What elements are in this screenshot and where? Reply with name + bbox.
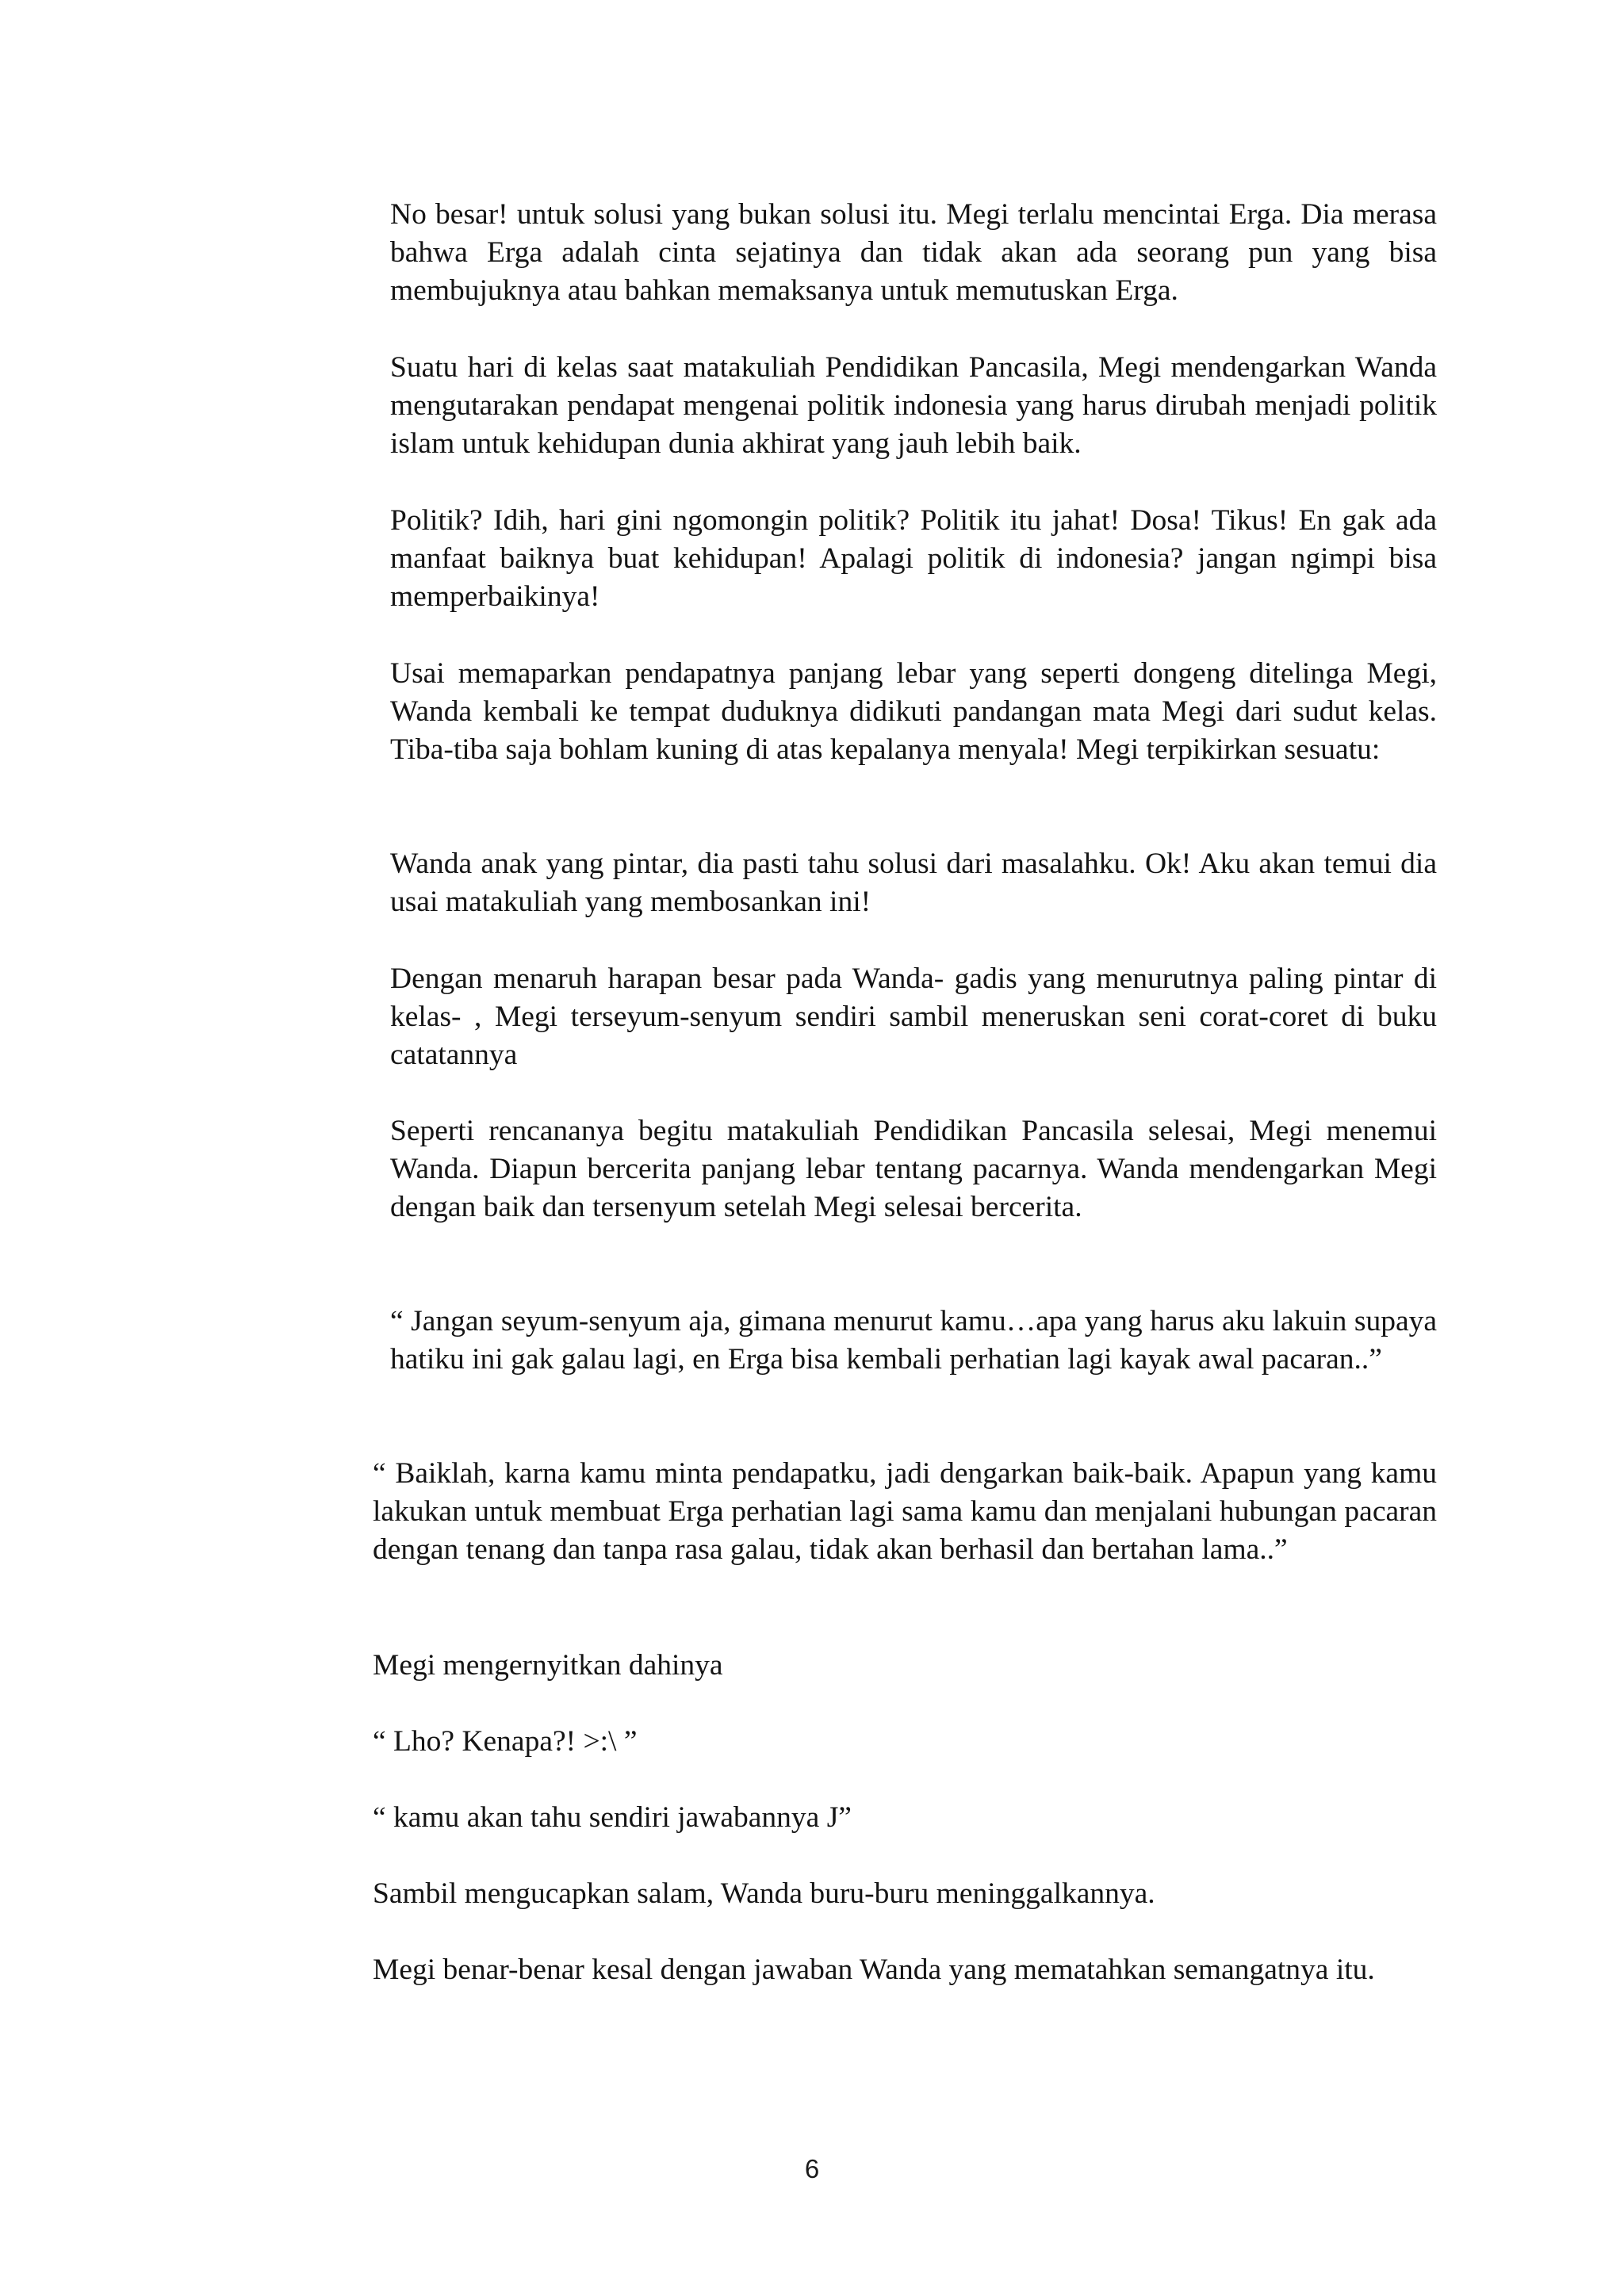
paragraph-sambil-mengucapkan: Sambil mengucapkan salam, Wanda buru-buru meninggalkannya. xyxy=(373,1877,1155,1910)
paragraph-megi-benar-benar: Megi benar-benar kesal dengan jawaban Wanda yang mematahkan semangatnya itu. xyxy=(373,1954,1375,1986)
page-number: 6 xyxy=(804,2154,820,2183)
paragraph-dengan-menaruh: Dengan menaruh harapan besar pada Wanda- gadis yang menurutnya paling pintar di kelas- , Megi terseyum-senyum sendiri sambil meneruskan seni corat-coret di buku catatannya xyxy=(390,962,1437,1071)
paragraph-seperti-rencananya: Seperti rencananya begitu matakuliah Pendidikan Pancasila selesai, Megi menemui Wanda. Diapun bercerita panjang lebar tentang pacarnya. Wanda mendengarkan Megi dengan baik dan tersenyum setelah Megi selesai bercerita. xyxy=(390,1115,1437,1223)
paragraph-megi-mengernyitkan: Megi mengernyitkan dahinya xyxy=(373,1649,723,1682)
paragraph-kamu-akan-tahu: “ kamu akan tahu sendiri jawabannya J” xyxy=(373,1801,852,1834)
paragraph-lho-kenapa: “ Lho? Kenapa?! >:\ ” xyxy=(373,1725,638,1758)
paragraph-suatu-hari: Suatu hari di kelas saat matakuliah Pendidikan Pancasila, Megi mendengarkan Wanda mengutarakan pendapat mengenai politik indonesia yang harus dirubah menjadi politik islam untuk kehidupan dunia akhirat yang jauh lebih baik. xyxy=(390,351,1437,460)
paragraph-usai-memaparkan: Usai memaparkan pendapatnya panjang lebar yang seperti dongeng ditelinga Megi, Wanda kembali ke tempat duduknya didikuti pandangan mata Megi dari sudut kelas. Tiba-tiba saja bohlam kuning di atas kepalanya menyala! Megi terpikirkan sesuatu: xyxy=(390,657,1437,766)
paragraph-politik: Politik? Idih, hari gini ngomongin politik? Politik itu jahat! Dosa! Tikus! En gak ada manfaat baiknya buat kehidupan! Apalagi politik di indonesia? jangan ngimpi bisa memperbaikinya! xyxy=(390,504,1437,613)
paragraph-no-besar: No besar! untuk solusi yang bukan solusi itu. Megi terlalu mencintai Erga. Dia merasa bahwa Erga adalah cinta sejatinya dan tidak akan ada seorang pun yang bisa membujuknya atau bahkan memaksanya untuk memutuskan Erga. xyxy=(390,198,1437,307)
paragraph-wanda-anak: Wanda anak yang pintar, dia pasti tahu solusi dari masalahku. Ok! Aku akan temui dia usai matakuliah yang membosankan ini! xyxy=(390,848,1437,918)
paragraph-baiklah: “ Baiklah, karna kamu minta pendapatku, jadi dengarkan baik-baik. Apapun yang kamu lakukan untuk membuat Erga perhatian lagi sama kamu dan menjalani hubungan pacaran dengan tenang dan tanpa rasa galau, tidak akan berhasil dan bertahan lama..” xyxy=(373,1457,1437,1566)
paragraph-jangan-seyum: “ Jangan seyum-senyum aja, gimana menurut kamu…apa yang harus aku lakuin supaya hatiku ini gak galau lagi, en Erga bisa kembali perhatian lagi kayak awal pacaran..” xyxy=(390,1305,1437,1376)
